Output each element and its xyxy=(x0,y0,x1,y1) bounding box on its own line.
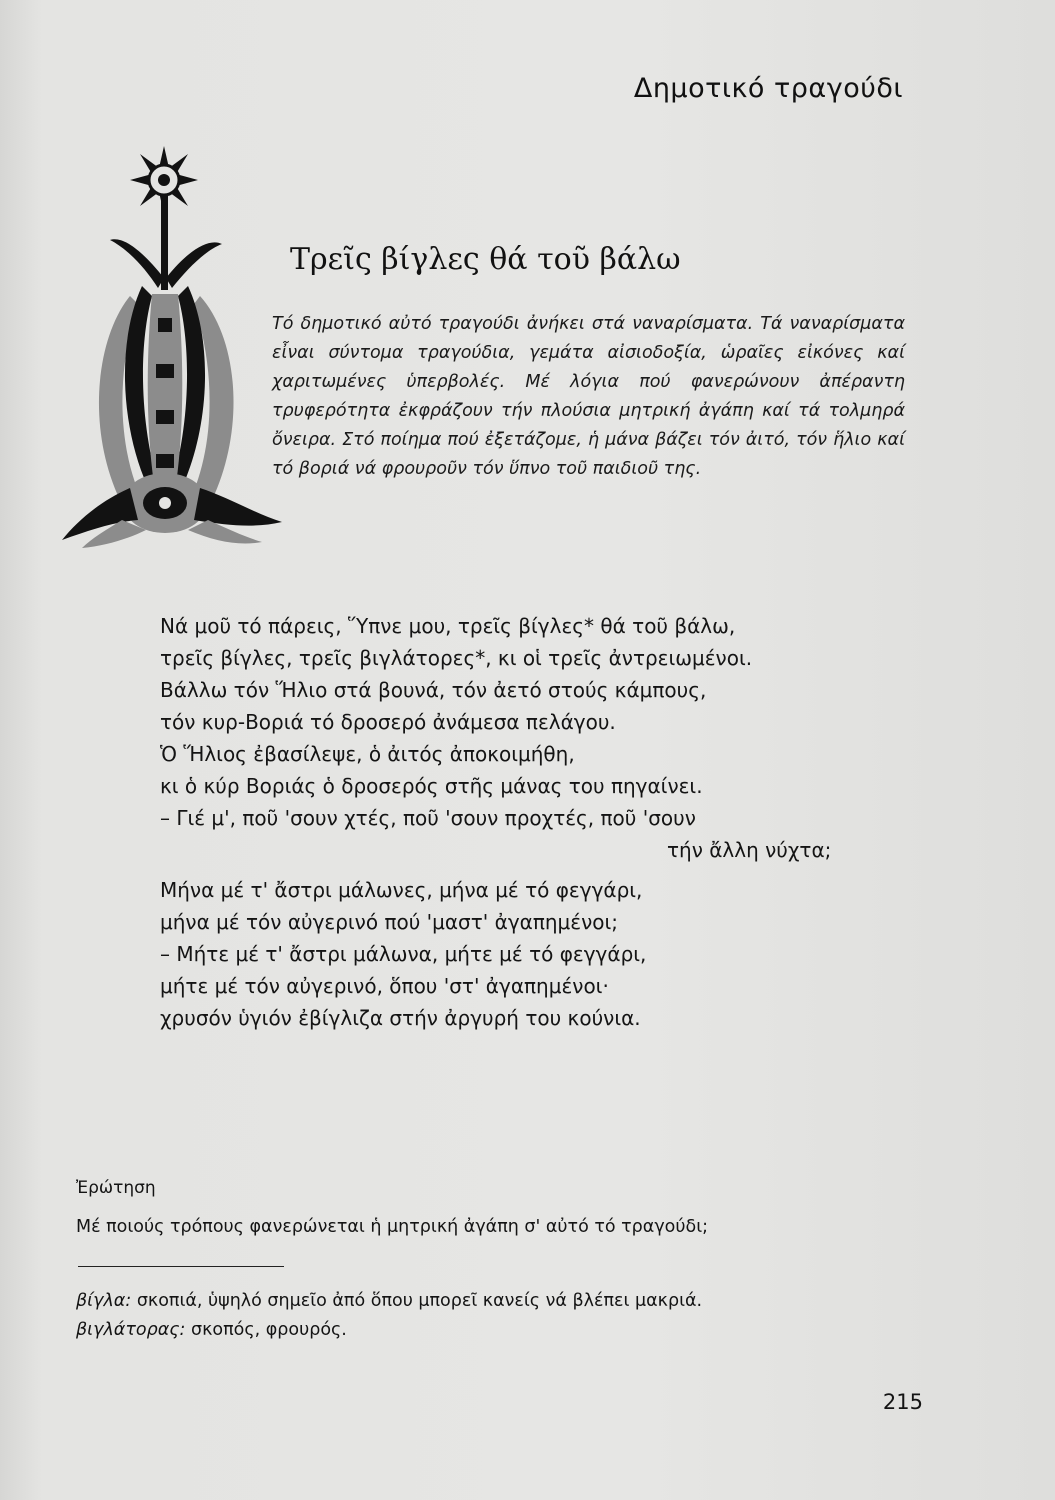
poem-line: μήτε μέ τόν αὐγερινό, ὅπου 'στ' ἀγαπημένοι· xyxy=(160,974,609,998)
question-text: Μέ ποιούς τρόπους φανερώνεται ἡ μητρική ἀγάπη σ' αὐτό τό τραγούδι; xyxy=(76,1217,709,1237)
poem-line: Νά μοῦ τό πάρεις, Ὕπνε μου, τρεῖς βίγλες* θά τοῦ βάλω, xyxy=(160,614,736,638)
question-heading: Ἐρώτηση xyxy=(76,1178,156,1198)
poem-line: κι ὁ κύρ Βοριάς ὁ δροσερός στῆς μάνας του πηγαίνει. xyxy=(160,774,703,798)
poem-line: Ὁ Ἥλιος ἐβασίλεψε, ὁ ἀιτός ἀποκοιμήθη, xyxy=(160,742,575,766)
lily-flower-ornament-icon xyxy=(60,128,290,553)
section-title: Δημοτικό τραγούδι xyxy=(633,73,903,104)
footnote-term: βίγλα: xyxy=(76,1291,132,1311)
poem-line: τόν κυρ-Βοριά τό δροσερό ἀνάμεσα πελάγου. xyxy=(160,710,616,734)
footnote-divider xyxy=(78,1266,284,1267)
poem-introduction xyxy=(272,310,905,484)
footnote-definition: σκοπιά, ὑψηλό σημεῖο ἀπό ὅπου μπορεῖ κανείς νά βλέπει μακριά. xyxy=(136,1291,703,1311)
poem-line: τρεῖς βίγλες, τρεῖς βιγλάτορες*, κι οἱ τρεῖς ἀντρειωμένοι. xyxy=(160,646,753,670)
footnote-item xyxy=(76,1287,702,1316)
footnote-term: βιγλάτορας: xyxy=(76,1320,186,1340)
poem-title: Τρεῖς βίγλες θά τοῦ βάλω xyxy=(290,242,681,277)
poem-line-continuation: τήν ἄλλη νύχτα; xyxy=(667,838,832,862)
intro-paragraph: Τό δημοτικό αὐτό τραγούδι ἀνήκει στά ναναρίσματα. Τά ναναρίσματα εἶναι σύντομα τραγούδια, γεμάτα αἰσιοδοξία, ὡραῖες εἰκόνες καί χαριτωμένες ὑπερβολές. Μέ λόγια πού φανερώνουν ἀπέραντη τρυφερότητα ἐκφράζουν τήν πλούσια μητρική ἀγάπη καί τά τολμηρά ὄνειρα. Στό ποίημα πού ἐξετάζομε, ἡ μάνα βάζει τόν ἀιτό, τόν ἥλιο καί τό βοριά νά φρουροῦν τόν ὕπνο τοῦ παιδιοῦ της. xyxy=(272,314,905,479)
poem-line: μήνα μέ τόν αὐγερινό πού 'μαστ' ἀγαπημένοι; xyxy=(160,910,618,934)
poem-line: χρυσόν ὑγιόν ἐβίγλιζα στήν ἀργυρή του κούνια. xyxy=(160,1006,641,1030)
footnote-item xyxy=(76,1316,702,1345)
page-number: 215 xyxy=(882,1390,923,1414)
footnote-definition: σκοπός, φρουρός. xyxy=(190,1320,347,1340)
poem-line: – Γιέ μ', ποῦ 'σουν χτές, ποῦ 'σουν προχτές, ποῦ 'σουν xyxy=(160,806,696,830)
poem-line: Μήνα μέ τ' ἄστρι μάλωνες, μήνα μέ τό φεγγάρι, xyxy=(160,878,643,902)
footnotes xyxy=(76,1287,702,1345)
poem-line: – Μήτε μέ τ' ἄστρι μάλωνα, μήτε μέ τό φεγγάρι, xyxy=(160,942,647,966)
poem-line: Βάλλω τόν Ἥλιο στά βουνά, τόν ἀετό στούς κάμπους, xyxy=(160,678,707,702)
poem-body xyxy=(160,610,880,1034)
flower-head xyxy=(130,146,198,214)
